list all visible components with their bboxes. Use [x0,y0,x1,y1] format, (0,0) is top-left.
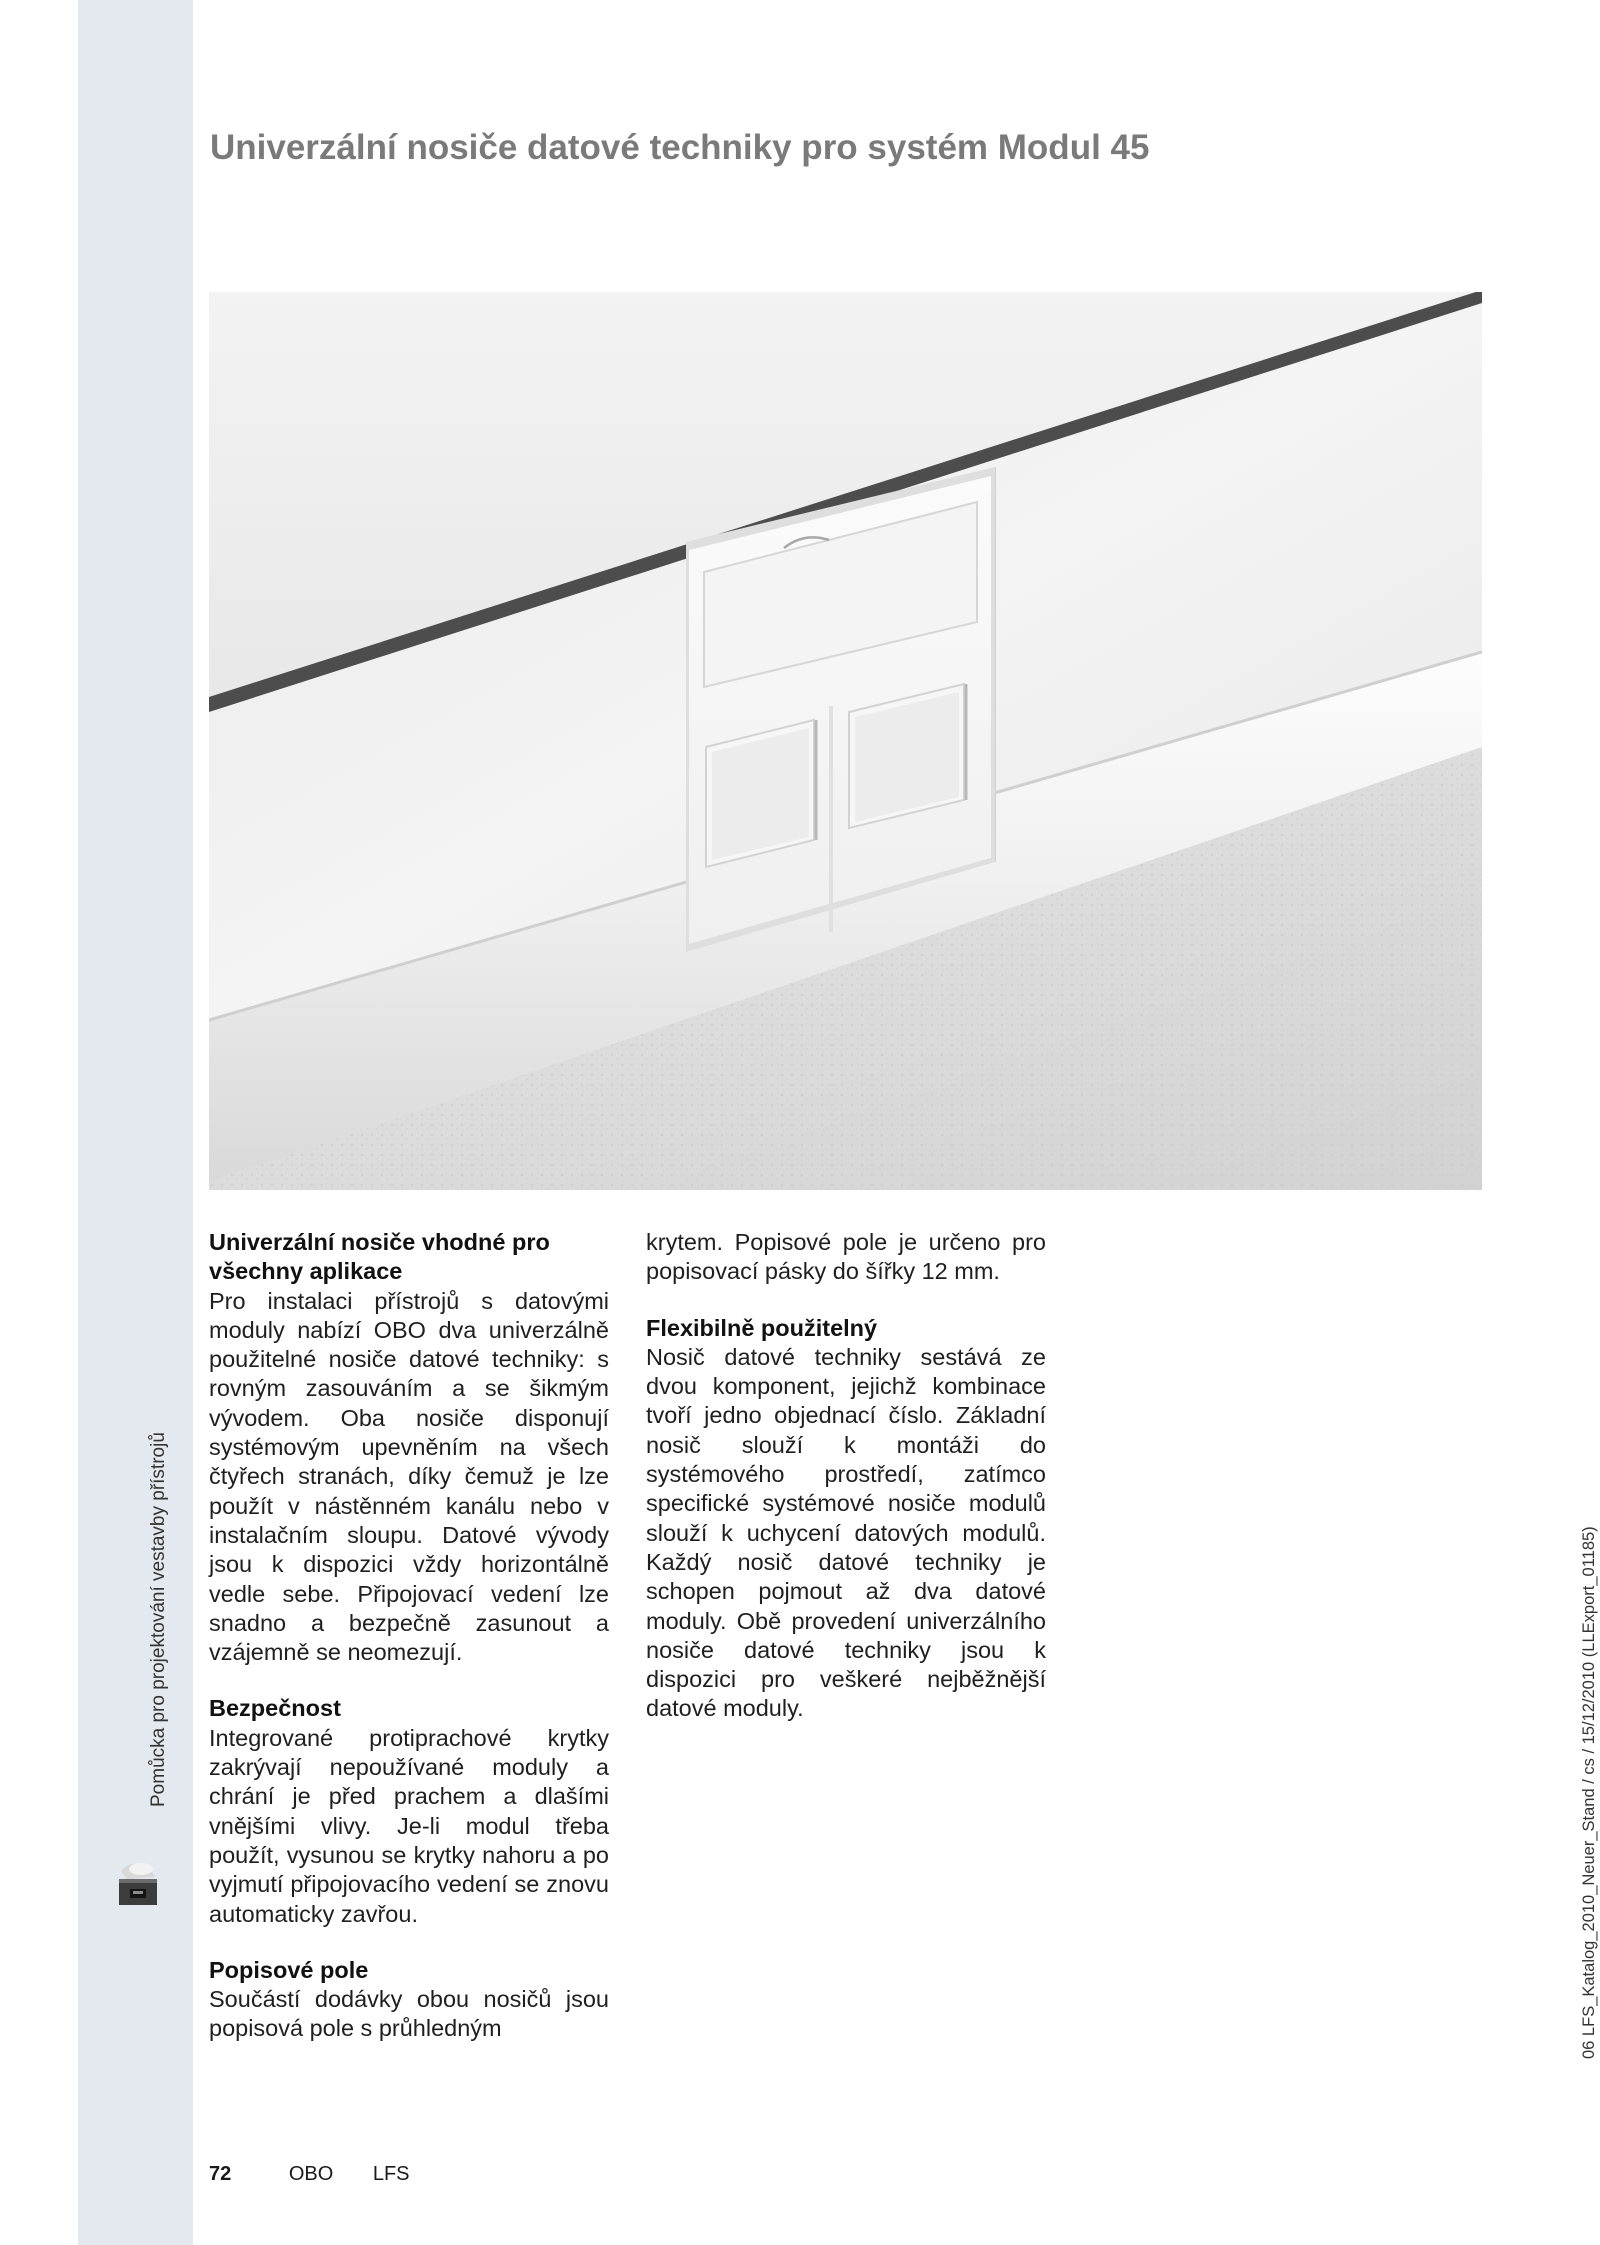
document-code: 06 LFS_Katalog_2010_Neuer_Stand / cs / 15/12/2010 (LLExport_01185) [1580,1526,1598,2059]
section-text: Nosič datové techniky sestává ze dvou komponent, jejichž kombinace tvoří jedno objednací číslo. Základní nosič slouží k montáži do systémového prostředí, zatímco specifické systémové nosiče modulů slouží k uchycení datových modulů. Každý nosič datové techniky je schopen pojmout až dva datové moduly. Obě provedení univerzálního nosiče datové techniky jsou k dispozici pro veškeré nejběžnější datové moduly. [646,1343,1046,1722]
section-text: Součástí dodávky obou nosičů jsou popisová pole s průhledným [209,1986,609,2042]
section-heading: Popisové pole [209,1956,369,1983]
section-text: Pro instalaci přístrojů s datovými moduly nabízí OBO dva univerzálně použitelné nosiče datové techniky: s rovným zasouváním a se šikmým vývodem. Oba nosiče disponují systémovým upevněním na všech čtyřech stranách, díky čemuž je lze použít v nástěnném kanálu nebo v instalačním sloupu. Datové vývody jsou k dispozici vždy horizontálně vedle sebe. Připojovací vedení lze snadno a bezpečně zasunout a vzájemně se neomezují. [209,1287,609,1666]
section-heading: Bezpečnost [209,1695,341,1722]
text-column-left [209,1228,609,2044]
sidebar-label: Pomůcka pro projektování vestavby přístrojů [148,1432,169,1807]
footer-section: LFS [372,2163,410,2185]
section-heading: Flexibilně použitelný [646,1314,878,1341]
page-title: Univerzální nosiče datové techniky pro systém Modul 45 [210,128,1150,167]
section-text: Integrované protiprachové krytky zakrývají nepoužívané moduly a chrání je před prachem a dlašími vnějšími vlivy. Je-li modul třeba použít, vysunou se krytky nahoru a po vyjmutí připojovacího vedení se znovu automaticky zavřou. [209,1724,609,1927]
section-heading: Univerzální nosiče vhodné pro všechny aplikace [209,1229,550,1285]
data-outlet-photo [209,292,1482,1190]
footer-brand: OBO [288,2163,334,2185]
text-column-right [646,1228,1046,1724]
section-text: krytem. Popisové pole je určeno pro popisovací pásky do šířky 12 mm. [646,1229,1046,1285]
device-socket-icon [113,1857,163,1909]
page-number: 72 [209,2163,232,2185]
page-footer [209,2163,444,2186]
